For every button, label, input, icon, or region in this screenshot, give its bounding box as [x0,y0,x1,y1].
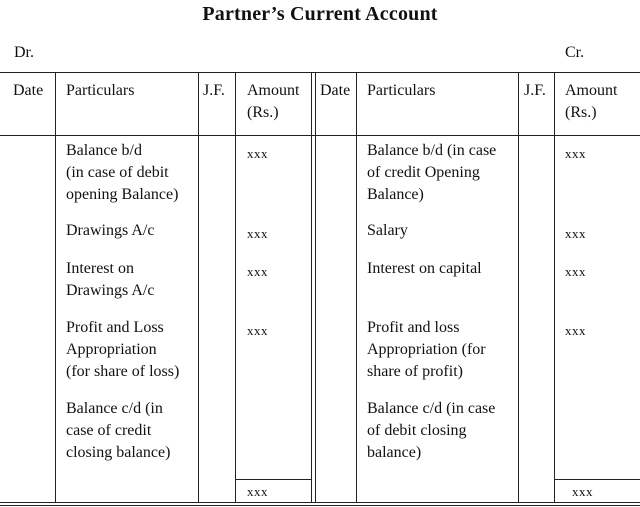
header-jf: J.F. [524,82,546,99]
debit-amount: xxx [247,323,268,338]
center-divider-right [315,72,316,503]
credit-amount: xxx [565,323,586,338]
debit-label: Dr. [14,44,34,61]
table-top-border [0,72,640,73]
header-particulars: Particulars [367,82,436,99]
credit-amount: xxx [565,146,586,161]
header-date: Date [13,82,44,99]
col-divider-credit-date-particulars [356,72,357,503]
credit-particulars: Balance c/d (in case of debit closing balance) [367,400,496,461]
credit-label: Cr. [565,44,585,61]
page-title: Partner’s Current Account [202,3,438,25]
debit-particulars: Profit and Loss Appropriation (for share of loss) [66,319,180,380]
debit-amount: xxx [247,146,268,161]
center-divider-left [311,72,312,503]
credit-particulars: Balance b/d (in case of credit Opening Balance) [367,142,497,203]
credit-amount: xxx [565,226,586,241]
debit-total: xxx [247,484,268,499]
debit-particulars: Balance b/d (in case of debit opening Balance) [66,142,179,203]
credit-particulars: Profit and loss Appropriation (for share of profit) [367,319,486,380]
header-jf: J.F. [203,82,225,99]
debit-amount: xxx [247,264,268,279]
credit-particulars: Interest on capital [367,260,482,277]
debit-particulars: Drawings A/c [66,222,155,239]
header-bottom-border [0,135,640,136]
credit-total-line [554,479,640,480]
debit-total-line [235,479,311,480]
col-divider-credit-particulars-jf [518,72,519,503]
debit-particulars: Interest on Drawings A/c [66,260,155,299]
table-bottom-border [0,502,640,503]
header-particulars: Particulars [66,82,135,99]
credit-amount: xxx [565,264,586,279]
table-bottom-border-double [0,505,640,506]
debit-amount: xxx [247,226,268,241]
header-amount: Amount (Rs.) [247,82,300,121]
credit-particulars: Salary [367,222,408,239]
col-divider-credit-jf-amount [554,72,555,503]
col-divider-jf-amount [235,72,236,503]
col-divider-particulars-jf [198,72,199,503]
header-date: Date [320,82,351,99]
header-amount: Amount (Rs.) [565,82,618,121]
debit-particulars: Balance c/d (in case of credit closing balance) [66,400,171,461]
credit-total: xxx [572,484,593,499]
col-divider-date-particulars [55,72,56,503]
